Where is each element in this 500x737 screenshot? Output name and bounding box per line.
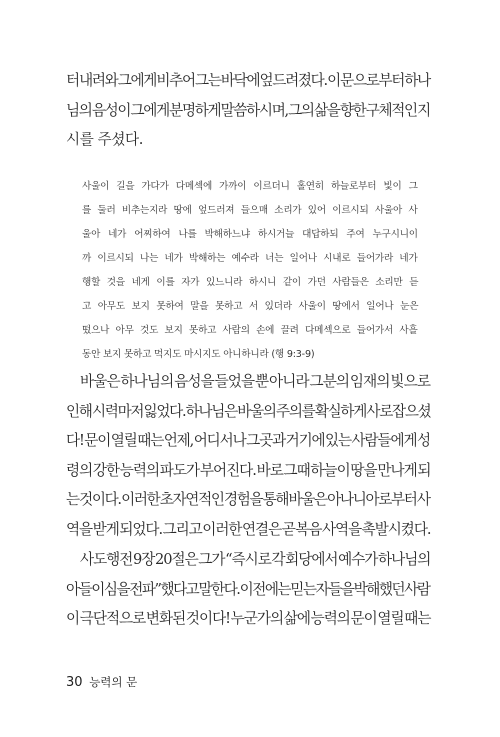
book-title: 능력의 문 [89,675,138,689]
quote-line: 행할 것을 네게 이를 자가 있느니라 하시니 같이 가던 사람들은 소리만 듣 [82,277,419,288]
text-line: 다! 문이 열릴 때는 언제, 어디서나 그곳과 거기에 있는 사람들에게 성 [66,432,430,450]
paragraph-2 [66,367,430,545]
text-line: 이 극단적으로 변화된 것이다! 누군가의 삶에 능력의 문이 열릴 때는 [66,610,431,628]
quote-line: 고 아무도 보지 못하여 말을 못하고 서 있더라 사울이 땅에서 일어나 눈은 [82,301,419,312]
text-line: 바울은 하나님의 음성을 들었을 뿐 아니라 그분의 임재의 빛으로 [80,373,431,390]
text-line: 령의 강한 능력의 파도가 부어진다. 바로 그때 하늘이 땅을 만나게 되 [66,461,431,479]
text-line: 아들이심을 전파”했다고 말한다. 이전에는 믿는 자들을 박해했던 사람 [66,580,430,598]
text-line: 는 것이다. 이러한 초자연적인 경험을 통해 바울은 아나니아로부터 사 [66,491,430,509]
text-line: 님의 음성이 그에게 분명하게 말씀하시며, 그의 삶을 향한 구체적인 지 [66,101,430,119]
quote-line: 떴으나 아무 것도 보지 못하고 사람의 손에 끌려 다메섹으로 들어가서 사흘 [82,325,418,336]
quote-line: 까 이르시되 나는 네가 박해하는 예수라 너는 일어나 시내로 들어가라 네가 [82,253,418,264]
text-line: 시를 주셨다. [66,131,143,149]
paragraph-1 [66,66,430,155]
page-footer [66,674,137,690]
text-line: 사도행전 9장 20절은 그가 “즉시로 각 회당에서 예수가 하나님의 [80,551,431,568]
text-line: 터 내려와 그에게 비추어 그는 바닥에 엎드려졌다. 이 문으로부터 하나 [66,72,430,89]
paragraph-3 [66,545,430,634]
page-number: 30 [66,675,83,690]
quote-line: 사울이 길을 가다가 다메섹에 가까이 이르더니 홀연히 하늘로부터 빛이 그 [82,181,418,192]
text-line: 인해 시력마저 잃었다. 하나님은 바울의 주의를 확실하게 사로잡으셨 [66,402,431,420]
quote-line: 를 둘러 비추는지라 땅에 엎드러져 들으매 소리가 있어 이르시되 사울아 사 [82,205,418,216]
quote-line: 동안 보지 못하고 먹지도 마시지도 아니하니라 (행 9:3-9) [82,349,315,360]
scripture-quote [82,175,418,367]
text-line: 역을 받게 되었다. 그리고 이러한 연결은 곧 복음 사역을 촉발시켰다. [66,520,431,538]
quote-line: 울아 네가 어찌하여 나를 박해하느냐 하시거늘 대답하되 주여 누구시니이 [82,229,418,240]
